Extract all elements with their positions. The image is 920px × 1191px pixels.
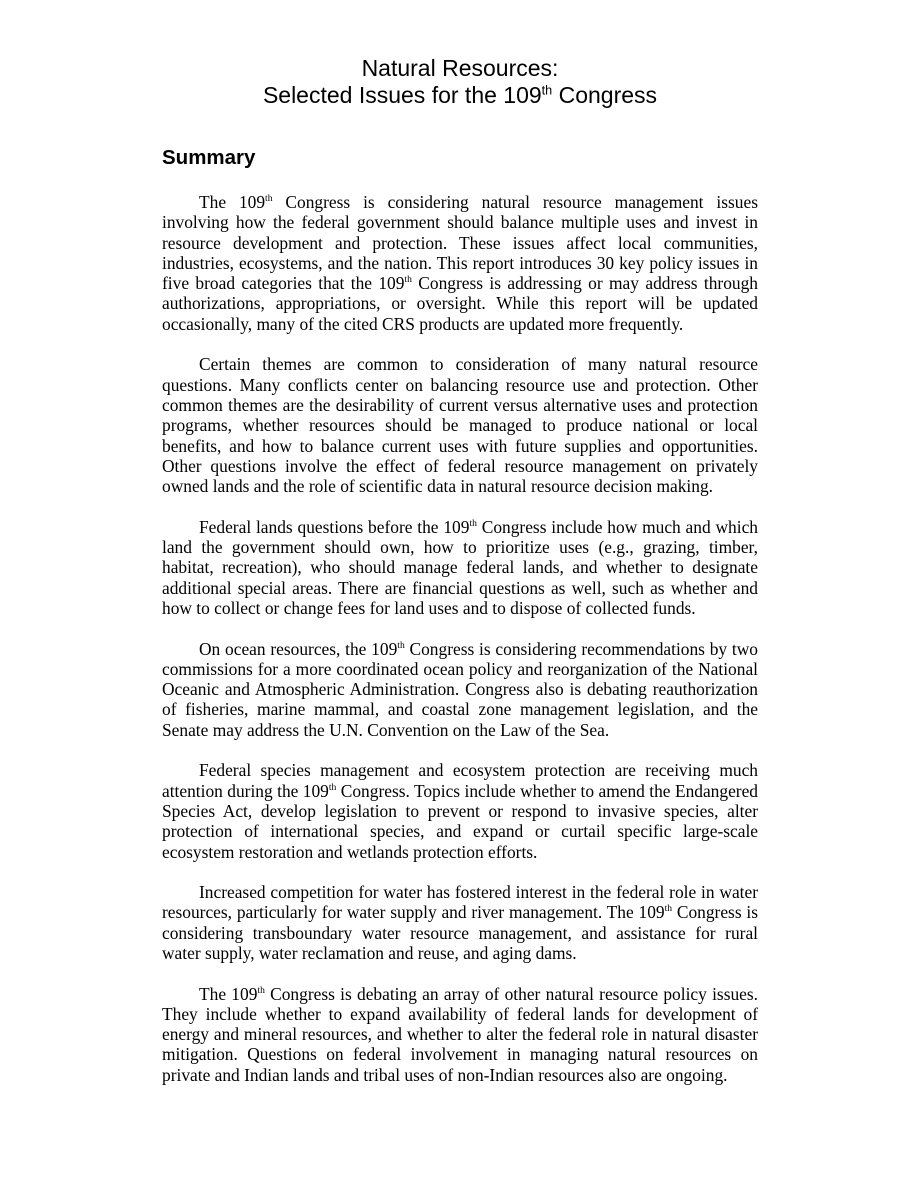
- paragraph-text: Federal species management and ecosystem protection are receiving much attention during the 109: [162, 760, 758, 801]
- paragraph-text: Congress is debating an array of other natural resource policy issues. They include whether to expand availability of federal lands for development of energy and mineral resources, and whether to alter the federal role in natural disaster mitigation. Questions on federal involvement in managing natural resources on private and Indian lands and tribal uses of non-Indian resources also are ongoing.: [162, 983, 758, 1085]
- summary-paragraph-2: Certain themes are common to consideration of many natural resource questions. Many conflicts center on balancing resource use and protection. Other common themes are the desirability of current versus alternative uses and protection programs, whether resources should be managed to produce national or local benefits, and how to balance current uses with future supplies and opportunities. Other questions involve the effect of federal resource management on privately owned lands and the role of scientific data in natural resource decision making.: [162, 354, 758, 497]
- ordinal-suffix: th: [265, 193, 273, 205]
- ordinal-suffix: th: [404, 274, 412, 286]
- paragraph-text: Congress is addressing or may address through authorizations, appropriations, or oversight. While this report will be updated occasionally, many of the cited CRS products are updated more frequently.: [162, 273, 758, 334]
- ordinal-suffix: th: [397, 639, 405, 651]
- paragraph-text: Congress is considering natural resource management issues involving how the federal government should balance multiple uses and invest in resource development and protection. These issues affect local communities, industries, ecosystems, and the nation. This report introduces 30 key policy issues in five broad categories that the 109: [162, 192, 758, 294]
- ordinal-suffix: th: [257, 984, 265, 996]
- paragraph-text: Congress is considering transboundary water resource management, and assistance for rural water supply, water reclamation and reuse, and aging dams.: [162, 902, 758, 963]
- title-line-2-prefix: Selected Issues for the 109: [262, 82, 542, 108]
- summary-body: [162, 192, 758, 1105]
- title-line-2-suffix: Congress: [552, 82, 658, 108]
- summary-heading: Summary: [162, 146, 256, 169]
- ordinal-suffix: th: [664, 903, 673, 915]
- title-line-2: [0, 82, 920, 109]
- paragraph-text: The 109: [199, 983, 258, 1004]
- summary-paragraph-5: [162, 760, 758, 861]
- summary-paragraph-7: [162, 984, 758, 1085]
- summary-paragraph-1: [162, 192, 758, 334]
- paragraph-text: On ocean resources, the 109: [199, 638, 398, 659]
- title-line-1: Natural Resources:: [361, 55, 559, 81]
- paragraph-text: Increased competition for water has fostered interest in the federal role in water resources, particularly for water supply and river management. The 109: [162, 882, 758, 923]
- summary-paragraph-6: [162, 882, 758, 963]
- summary-paragraph-3: [162, 517, 758, 618]
- title-ordinal-suffix: th: [541, 83, 553, 98]
- paragraph-text: Congress is considering recommendations by two commissions for a more coordinated ocean policy and reorganization of the National Oceanic and Atmospheric Administration. Congress also is debating reauthorization of fisheries, marine mammal, and coastal zone management legislation, and the Senate may address the U.N. Convention on the Law of the Sea.: [162, 638, 758, 740]
- ordinal-suffix: th: [328, 781, 337, 793]
- ordinal-suffix: th: [469, 517, 477, 529]
- paragraph-text: Congress include how much and which land the government should own, how to prioritize uses (e.g., grazing, timber, habitat, recreation), who should manage federal lands, and whether to designate additional special areas. There are financial questions as well, such as whether and how to collect or change fees for land uses and to dispose of collected funds.: [162, 516, 758, 618]
- summary-paragraph-4: [162, 639, 758, 740]
- paragraph-text: Federal lands questions before the 109: [199, 516, 470, 537]
- paragraph-text: Congress. Topics include whether to amend the Endangered Species Act, develop legislation to prevent or respond to invasive species, alter protection of international species, and expand or curtail specific large-scale ecosystem restoration and wetlands protection efforts.: [162, 780, 758, 862]
- page-title: [0, 55, 920, 109]
- paragraph-text: The 109: [199, 192, 266, 212]
